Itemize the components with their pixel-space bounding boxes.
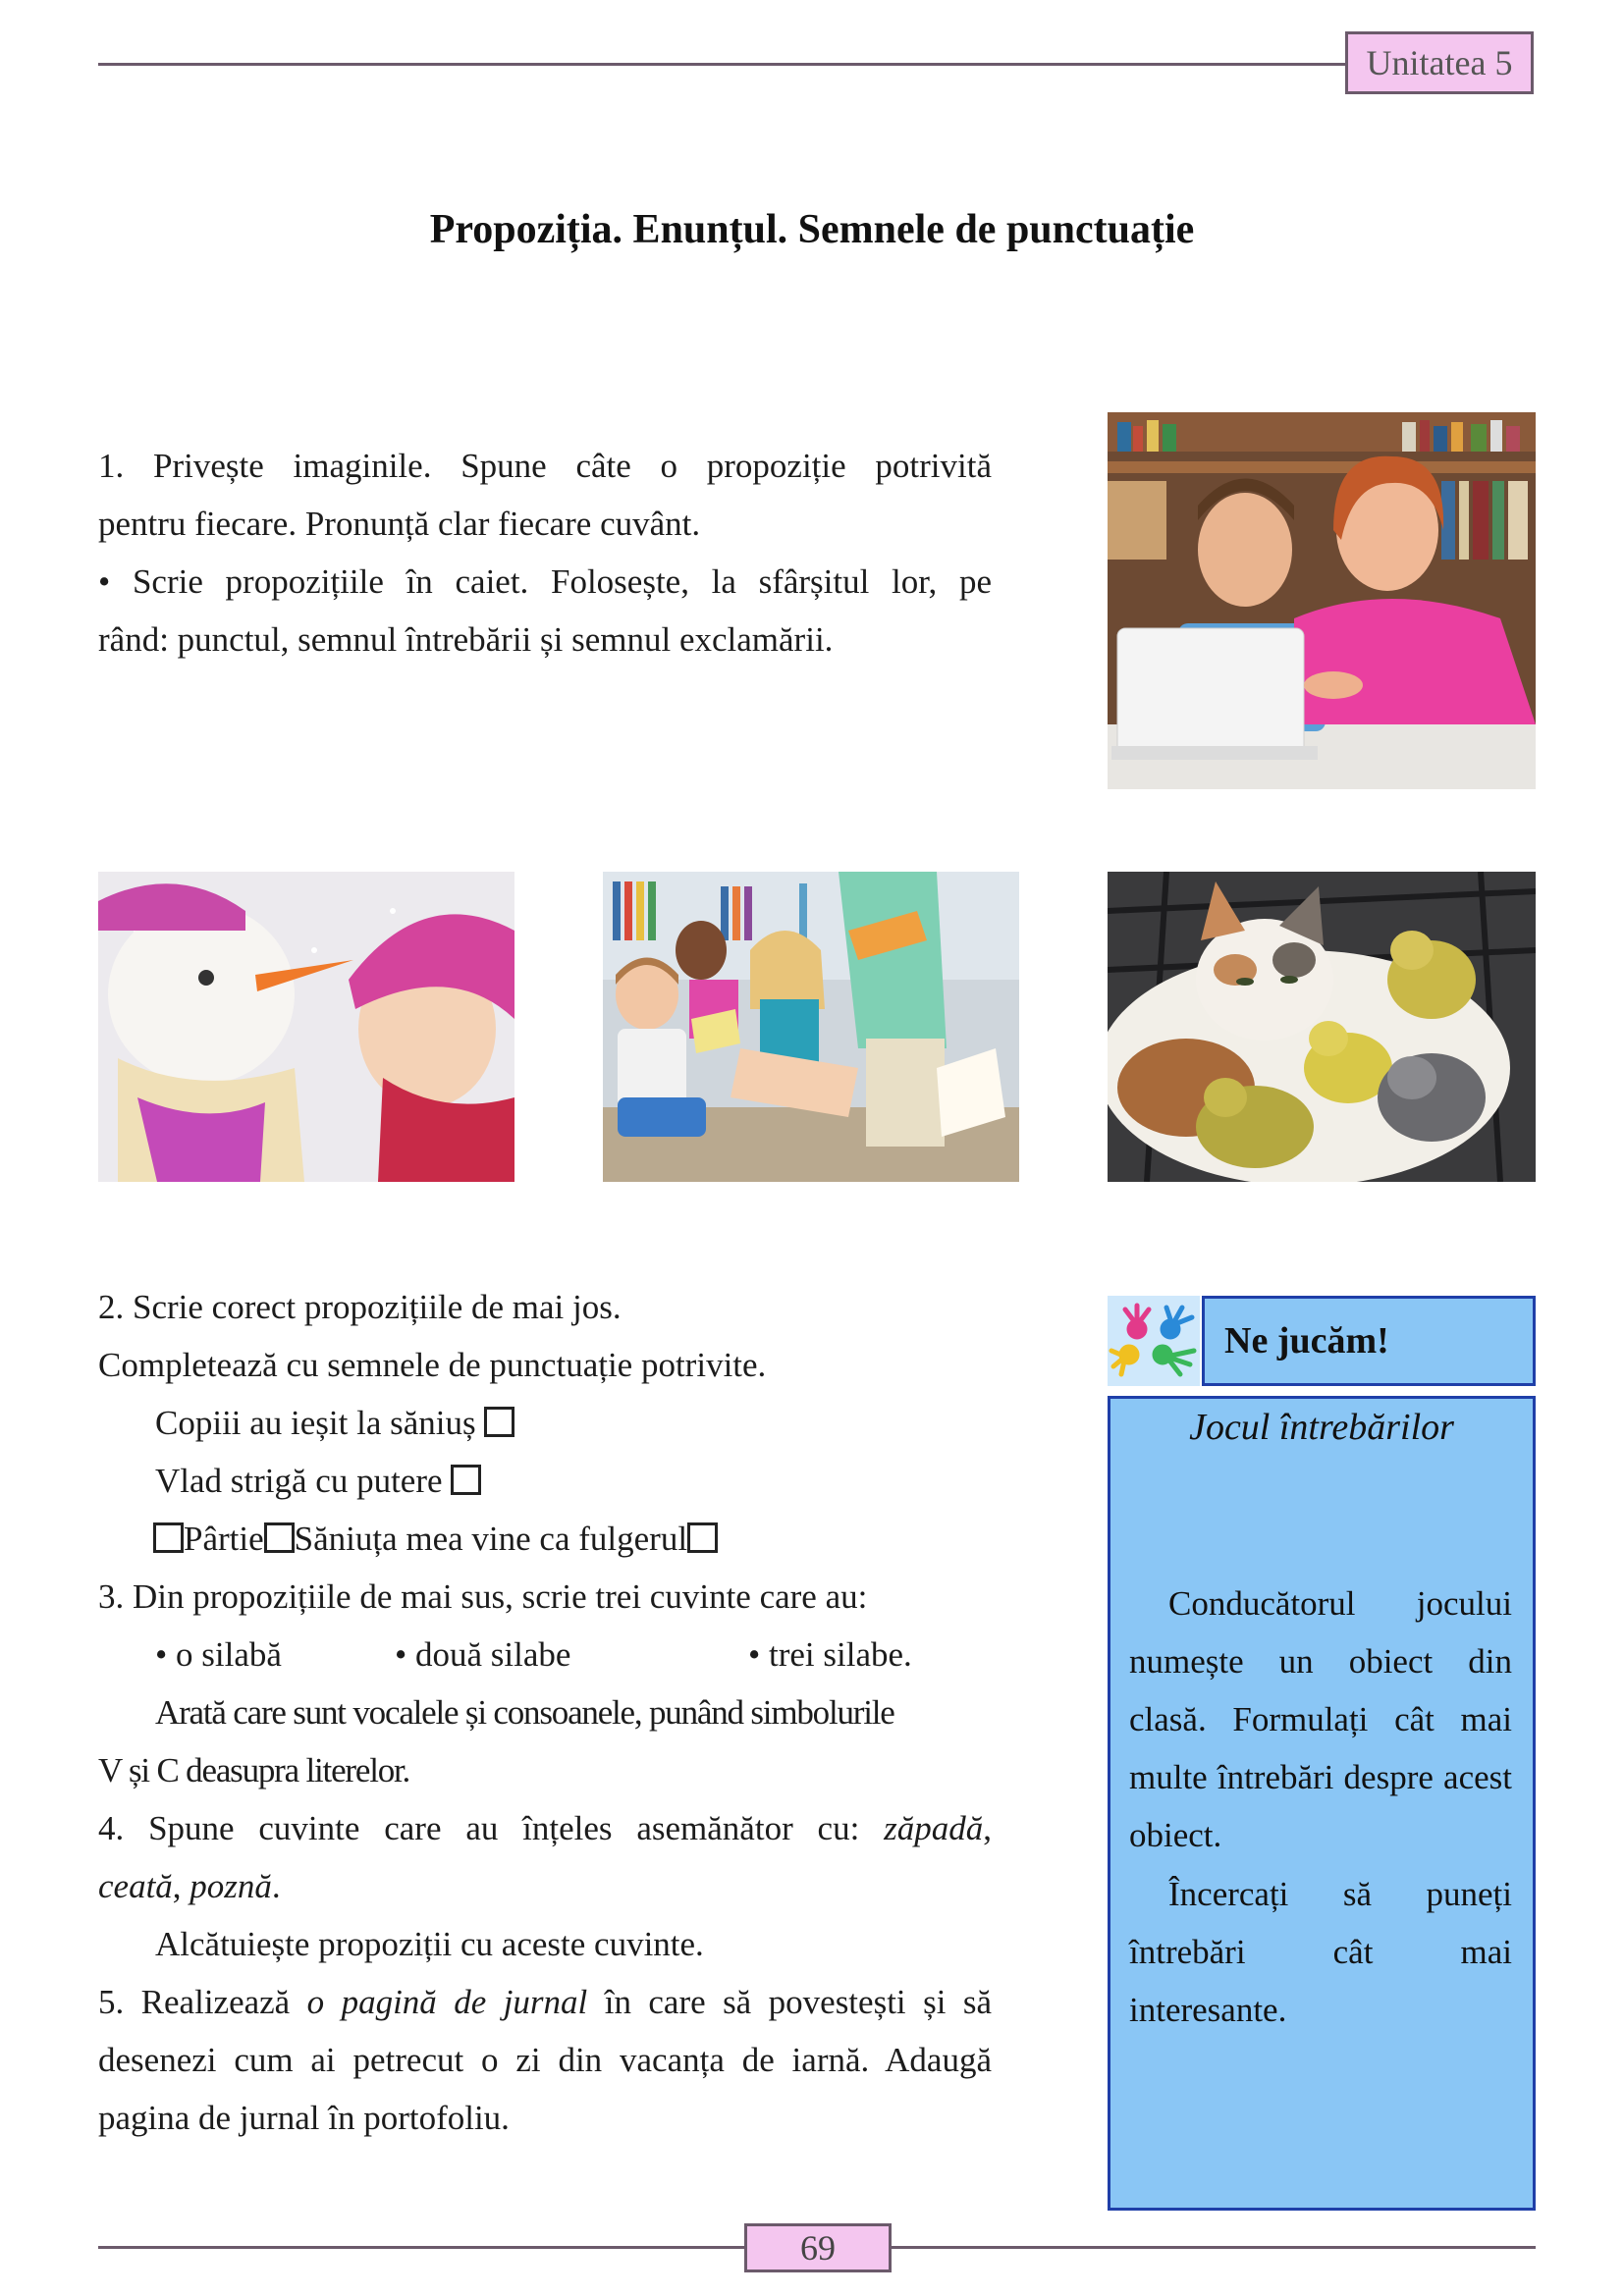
- option-one-syllable: • o silabă: [155, 1635, 282, 1674]
- photo-cat-ducklings: [1108, 872, 1536, 1182]
- game-paragraph-2: Încercați să puneți întrebări cât mai interesante.: [1129, 1875, 1512, 2029]
- sentence-3b: Săniuța mea vine ca fulgerul: [294, 1520, 688, 1558]
- page-number: 69: [744, 2223, 892, 2272]
- game-paragraph-1: Conducătorul jocului numește un obiect din clasă. Formulați cât mai multe întrebări despre acest obiect.: [1129, 1584, 1512, 1854]
- sentence-2: Vlad strigă cu putere: [155, 1462, 443, 1500]
- exercise-2: 2. Scrie corect propozițiile de mai jos. Completează cu semnele de punctuație potrivite. Copiii au ieșit la săniuș Vlad strigă cu putere Pârtie Săniuța mea vine ca fulgerul: [98, 1288, 767, 1558]
- exercise-5: 5. Realizează o pagină de jurnal în care să povestești și să desenezi cum ai petrecut o zi din vacanța de iarnă. Adaugă pagina de jurnal în portofoliu.: [98, 1983, 992, 2137]
- option-three-syllables: • trei silabe.: [748, 1635, 912, 1674]
- option-two-syllables: • două silabe: [395, 1635, 571, 1674]
- punctuation-box-3: [153, 1522, 184, 1553]
- exercise-3: 3. Din propozițiile de mai sus, scrie trei cuvinte care au: • o silabă • două silabe • trei silabe. Arată care sunt vocalele și consoanele, punând simbolurile V și C deasupra literelor.: [98, 1577, 912, 1789]
- exercise-1: 1. Privește imaginile. Spune câte o propoziție potrivită pentru fiecare. Pronunță clar fiecare cuvânt. • Scrie propozițiile în caiet. Folosește, la sfârșitul lor, pe rând: punctul, semnul întrebării și semnul exclamării.: [98, 447, 992, 659]
- header-rule: [98, 63, 1345, 66]
- game-subtitle: Jocul întrebărilor: [1189, 1407, 1454, 1448]
- unit-label: Unitatea 5: [1345, 31, 1534, 94]
- punctuation-box-4: [264, 1522, 295, 1553]
- sentence-1: Copiii au ieșit la săniuș: [155, 1404, 476, 1442]
- page-title: Propoziția. Enunțul. Semnele de punctuație: [429, 207, 1195, 252]
- photo-teacher-laptop: [1108, 412, 1536, 789]
- photo-snowman-girl: [98, 872, 514, 1182]
- game-heading: Ne jucăm!: [1202, 1296, 1536, 1386]
- punctuation-box-2: [451, 1465, 481, 1495]
- punctuation-box-5: [687, 1522, 718, 1553]
- footer-rule-right: [892, 2246, 1536, 2249]
- hands-icon: [1108, 1296, 1200, 1386]
- footer-rule-left: [98, 2246, 744, 2249]
- sentence-3a: Pârtie: [184, 1520, 264, 1558]
- exercise-4: 4. Spune cuvinte care au înțeles asemănător cu: zăpadă, ceată, poznă. Alcătuiește propoziții cu aceste cuvinte.: [98, 1809, 993, 1963]
- punctuation-box-1: [484, 1407, 514, 1437]
- photo-children-reading: [603, 872, 1019, 1182]
